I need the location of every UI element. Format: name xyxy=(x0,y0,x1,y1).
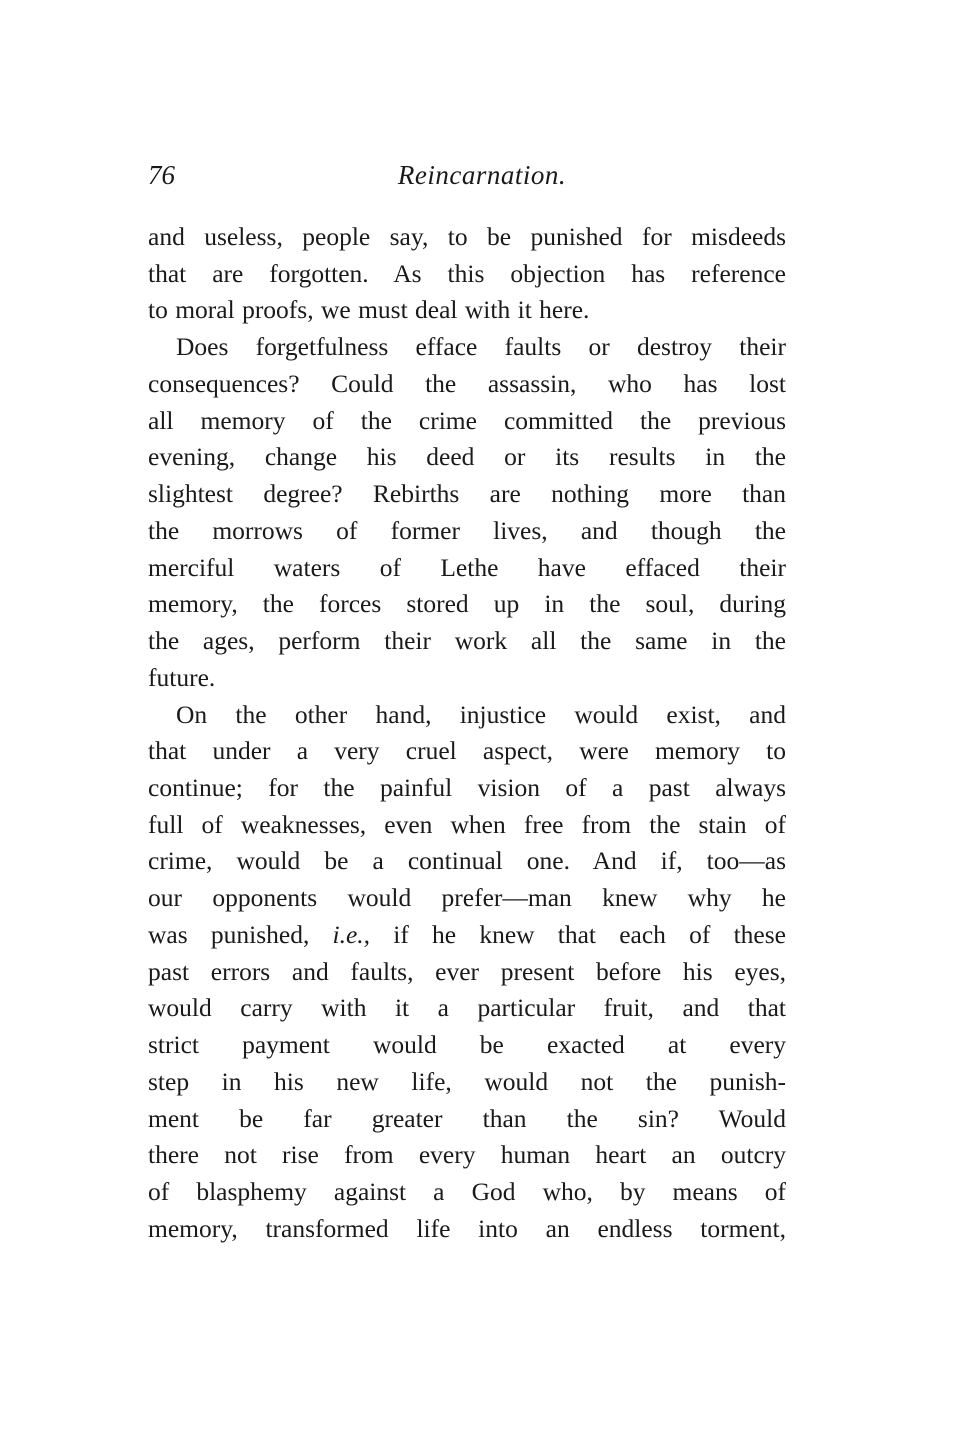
text-line: On the other hand, injustice would exist, and xyxy=(176,699,786,729)
text-line: slightest degree? Rebirths are nothing more than xyxy=(148,479,786,509)
text-line: step in his new life, would not the punish- xyxy=(148,1066,786,1096)
text-line: that under a very cruel aspect, were memory to xyxy=(148,736,786,766)
page-number: 76 xyxy=(148,160,175,190)
text-line: evening, change his deed or its results in the xyxy=(148,442,786,472)
text-line: there not rise from every human heart an outcry xyxy=(148,1140,786,1170)
text-line: past errors and faults, ever present before his eyes, xyxy=(148,956,786,986)
text-line: all memory of the crime committed the previous xyxy=(148,405,786,435)
text-line: our opponents would prefer—man knew why he xyxy=(148,883,786,913)
running-title: Reincarnation. xyxy=(397,160,567,190)
text-line: continue; for the painful vision of a past always xyxy=(148,773,786,803)
text-line: merciful waters of Lethe have effaced their xyxy=(148,552,786,582)
text-line: strict payment would be exacted at every xyxy=(148,1030,786,1060)
text-line: future. xyxy=(148,662,216,692)
text-line xyxy=(148,917,786,954)
text-line: that are forgotten. As this objection has reference xyxy=(148,258,786,288)
text-segment: if he knew that each of these xyxy=(370,919,786,949)
text-line: would carry with it a particular fruit, and that xyxy=(148,993,786,1023)
text-segment: was punished, xyxy=(148,919,333,949)
italic-abbreviation: i.e., xyxy=(332,919,371,949)
text-line: ment be far greater than the sin? Would xyxy=(148,1103,786,1133)
text-line: the ages, perform their work all the same in the xyxy=(148,626,786,656)
text-line: to moral proofs, we must deal with it here. xyxy=(148,295,590,325)
text-line: Does forgetfulness efface faults or destroy their xyxy=(176,332,786,362)
text-line: memory, the forces stored up in the soul, during xyxy=(148,589,786,619)
text-line: memory, transformed life into an endless torment, xyxy=(148,1213,786,1243)
text-line: consequences? Could the assassin, who has lost xyxy=(148,368,786,398)
text-line: full of weaknesses, even when free from the stain of xyxy=(148,809,786,839)
body-text xyxy=(148,219,786,1248)
text-line: crime, would be a continual one. And if, too—as xyxy=(148,846,786,876)
text-line: the morrows of former lives, and though the xyxy=(148,515,786,545)
text-line: of blasphemy against a God who, by means of xyxy=(148,1177,786,1207)
text-line: and useless, people say, to be punished for misdeeds xyxy=(148,222,786,251)
